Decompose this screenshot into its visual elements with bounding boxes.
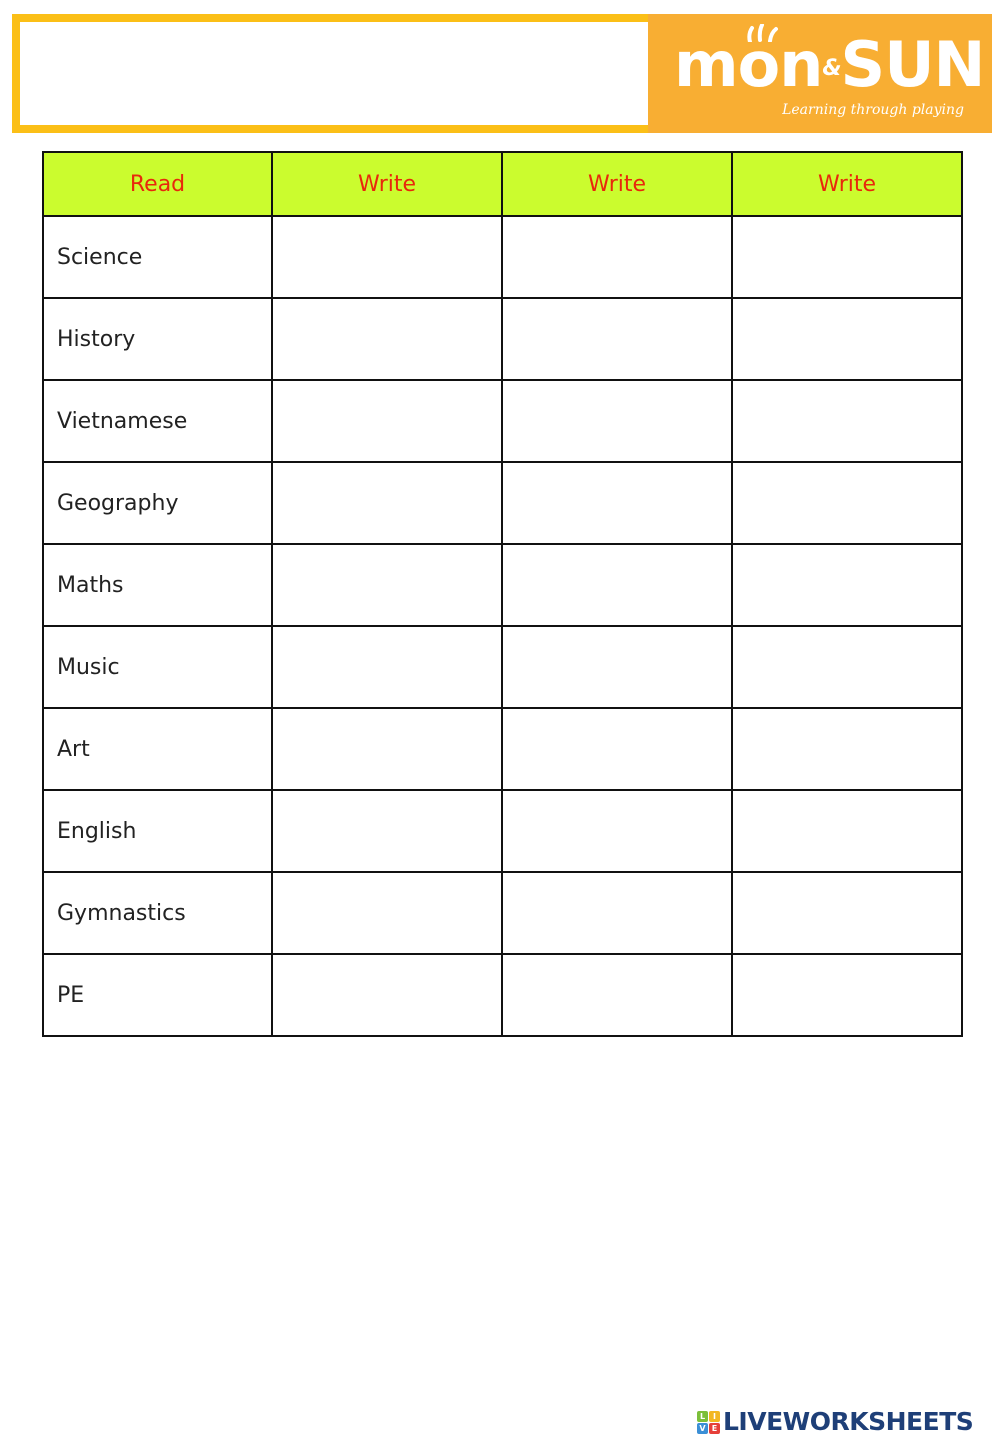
table-row <box>43 298 962 380</box>
answer-cell[interactable] <box>502 462 732 544</box>
column-header-write: Write <box>272 152 502 216</box>
table-header-row <box>43 152 962 216</box>
answer-cell[interactable] <box>272 216 502 298</box>
watermark-text: LIVEWORKSHEETS <box>723 1407 974 1436</box>
live-blocks-icon <box>697 1411 720 1434</box>
answer-cell[interactable] <box>272 954 502 1036</box>
subject-label: Maths <box>43 544 272 626</box>
moon-and-sun-logo <box>648 14 992 133</box>
answer-cell[interactable] <box>272 790 502 872</box>
subject-label: Art <box>43 708 272 790</box>
subjects-table <box>42 151 963 1037</box>
subject-label: Geography <box>43 462 272 544</box>
answer-cell[interactable] <box>502 708 732 790</box>
subject-label: English <box>43 790 272 872</box>
answer-cell[interactable] <box>732 544 962 626</box>
letter-block: I <box>709 1411 720 1422</box>
answer-cell[interactable] <box>502 380 732 462</box>
table-row <box>43 380 962 462</box>
answer-cell[interactable] <box>502 626 732 708</box>
answer-cell[interactable] <box>502 790 732 872</box>
answer-cell[interactable] <box>502 298 732 380</box>
answer-cell[interactable] <box>272 544 502 626</box>
ampersand: & <box>822 55 841 81</box>
column-header-read: Read <box>43 152 272 216</box>
moon-face-icon: o <box>737 28 780 101</box>
table-row <box>43 708 962 790</box>
subject-label: History <box>43 298 272 380</box>
letter-block: L <box>697 1411 708 1422</box>
subject-label: Gymnastics <box>43 872 272 954</box>
answer-cell[interactable] <box>502 544 732 626</box>
answer-cell[interactable] <box>732 626 962 708</box>
answer-cell[interactable] <box>732 954 962 1036</box>
column-header-write: Write <box>732 152 962 216</box>
table-row <box>43 954 962 1036</box>
table-row <box>43 790 962 872</box>
logo-wordmark <box>674 28 985 101</box>
answer-cell[interactable] <box>732 298 962 380</box>
table-row <box>43 626 962 708</box>
answer-cell[interactable] <box>732 790 962 872</box>
answer-cell[interactable] <box>732 462 962 544</box>
subject-label: PE <box>43 954 272 1036</box>
logo-letter: n <box>779 28 823 101</box>
answer-cell[interactable] <box>272 626 502 708</box>
table-row <box>43 216 962 298</box>
liveworksheets-watermark <box>697 1409 973 1435</box>
answer-cell[interactable] <box>272 380 502 462</box>
logo-tagline: Learning through playing <box>782 102 964 118</box>
answer-cell[interactable] <box>272 708 502 790</box>
name-box[interactable] <box>20 22 648 125</box>
answer-cell[interactable] <box>732 708 962 790</box>
table-row <box>43 872 962 954</box>
answer-cell[interactable] <box>502 872 732 954</box>
answer-cell[interactable] <box>732 872 962 954</box>
letter-block: E <box>709 1423 720 1434</box>
logo-letter: m <box>674 28 738 101</box>
answer-cell[interactable] <box>732 380 962 462</box>
logo-sun-word: SUN <box>840 28 985 101</box>
answer-cell[interactable] <box>732 216 962 298</box>
answer-cell[interactable] <box>272 872 502 954</box>
answer-cell[interactable] <box>272 462 502 544</box>
table-row <box>43 544 962 626</box>
subject-label: Vietnamese <box>43 380 272 462</box>
answer-cell[interactable] <box>502 216 732 298</box>
table-row <box>43 462 962 544</box>
column-header-write: Write <box>502 152 732 216</box>
subject-label: Science <box>43 216 272 298</box>
answer-cell[interactable] <box>272 298 502 380</box>
subject-label: Music <box>43 626 272 708</box>
letter-block: V <box>697 1423 708 1434</box>
header-banner <box>12 14 992 133</box>
answer-cell[interactable] <box>502 954 732 1036</box>
